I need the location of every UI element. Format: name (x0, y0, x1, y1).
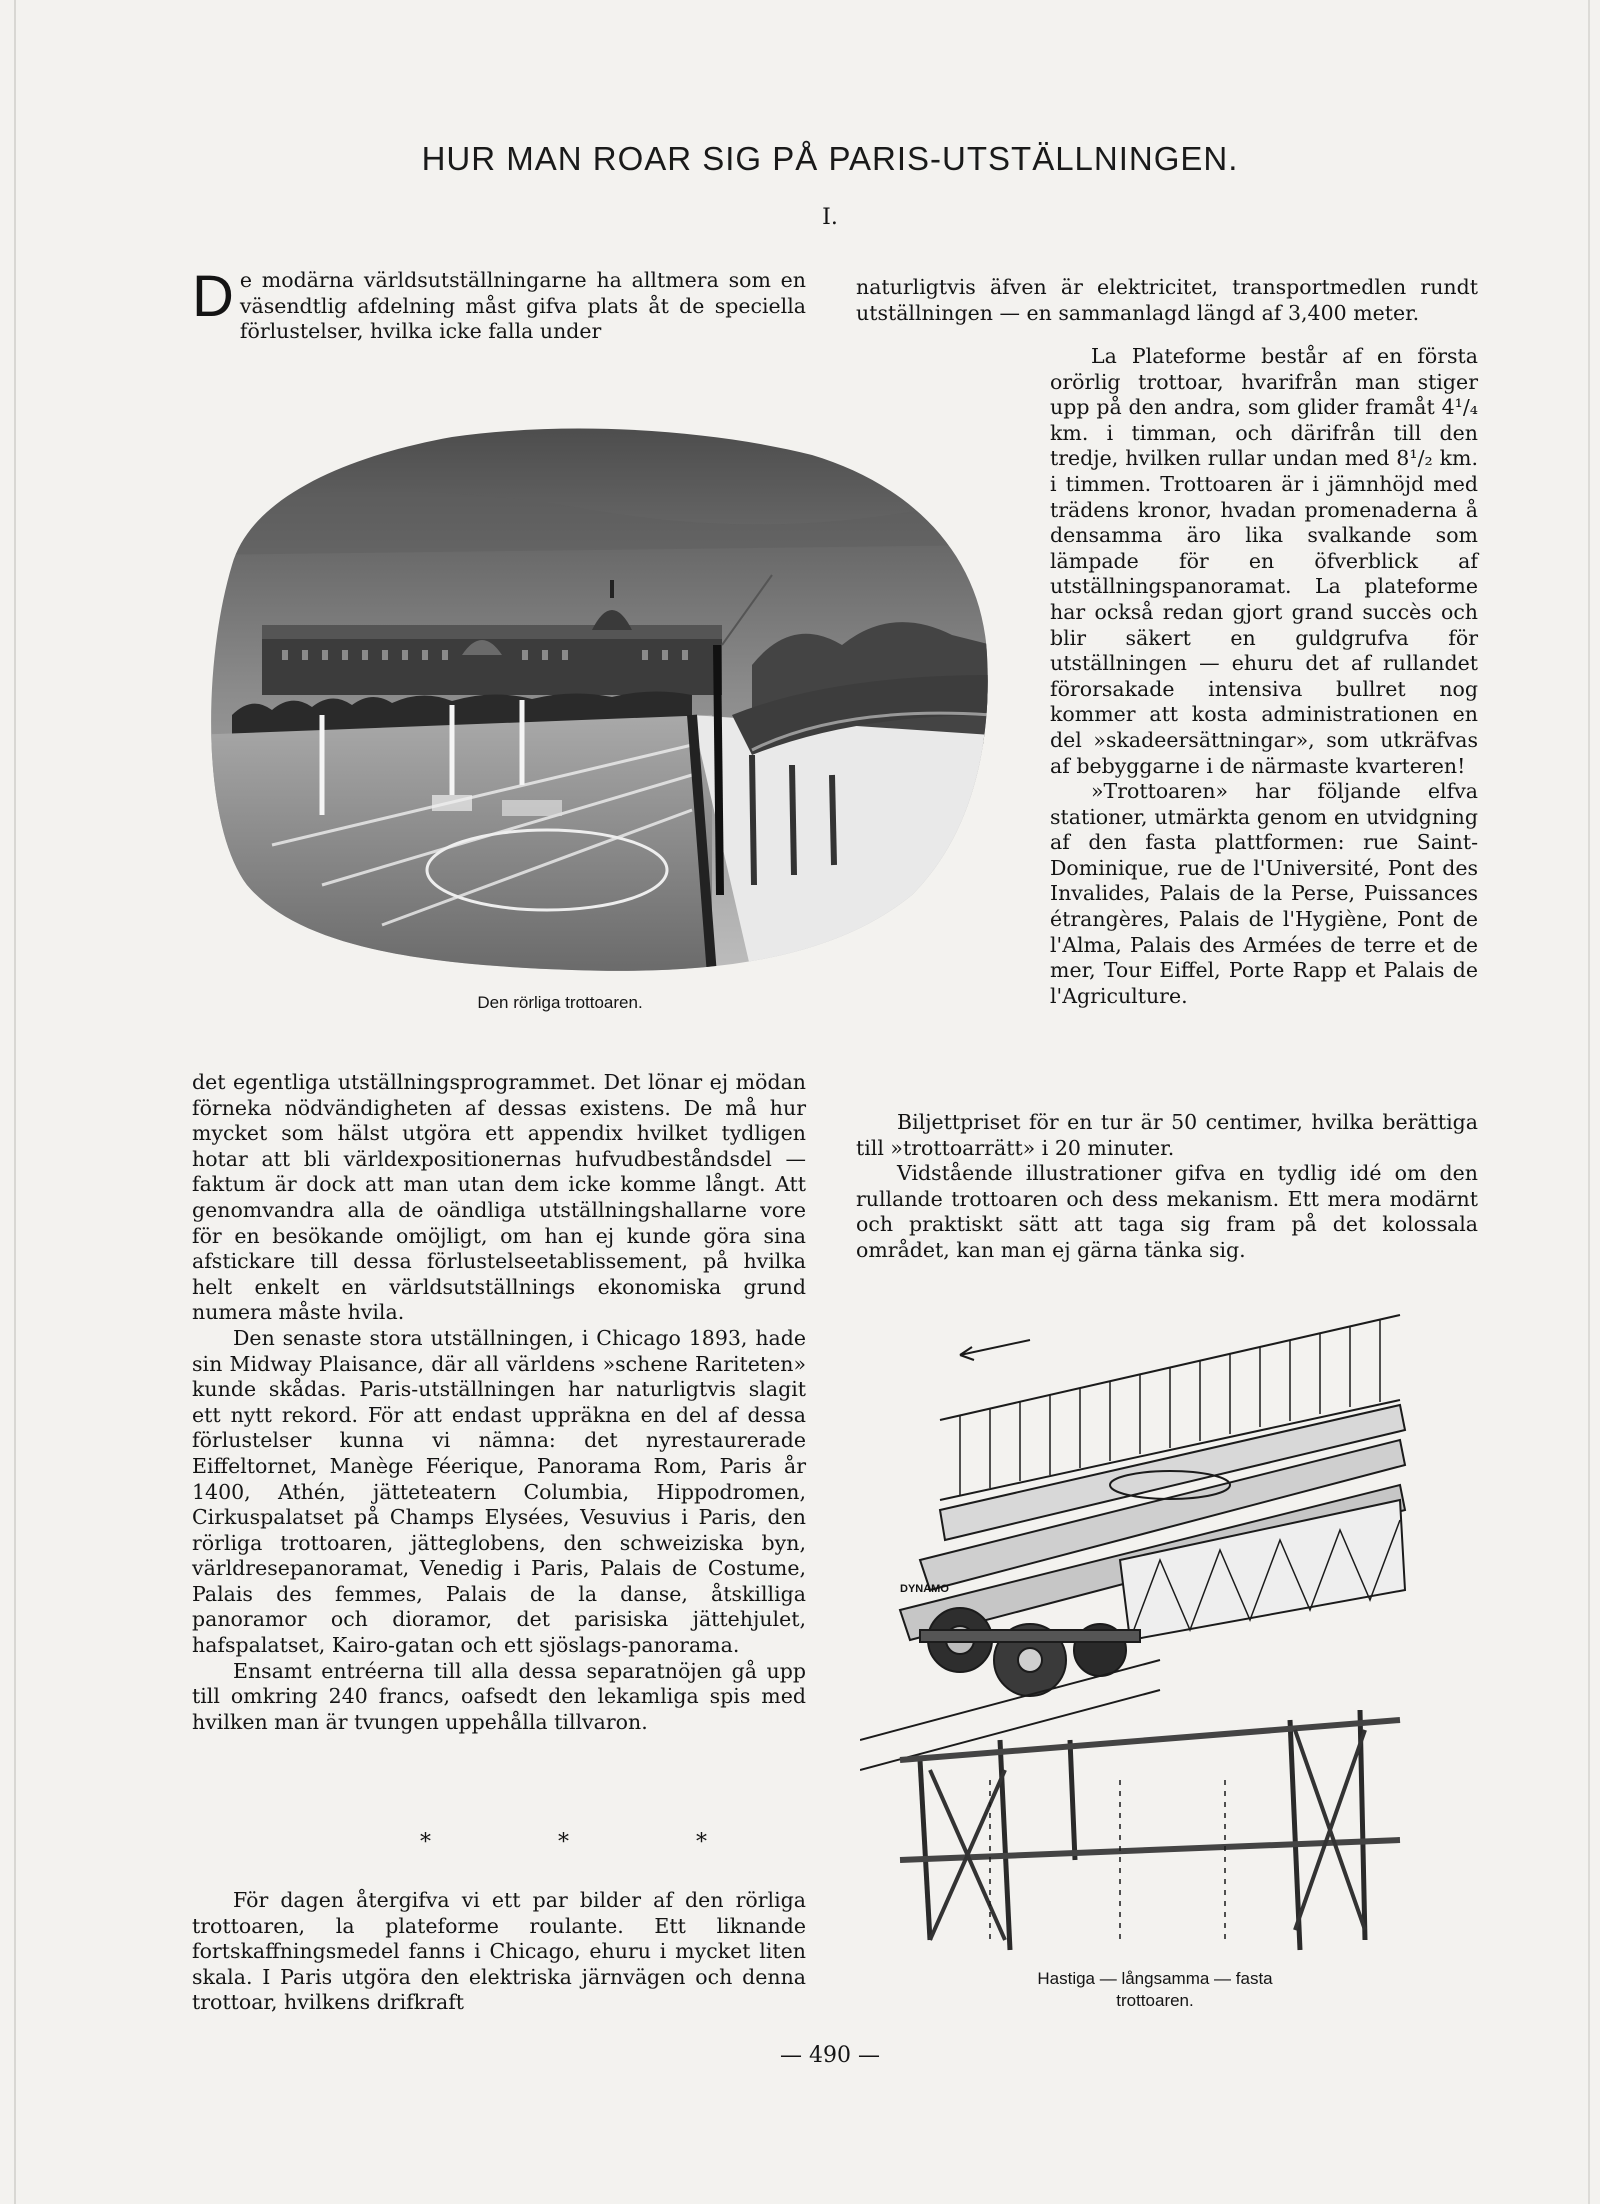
paragraph: naturligtvis äfven är elektricitet, transportmedlen rundt utställningen — en sammanlagd längd af 3,400 meter. (856, 275, 1478, 325)
intro-text: e modärna världsutställningarne ha alltmera som en väsendtlig afdelning måst gifva plats åt de speciella förlustelser, hvilka icke falla under (239, 268, 806, 344)
section-divider-stars: * * * (420, 1830, 767, 1855)
right-column-top (856, 275, 1478, 326)
sidewalk-mechanism-drawing (860, 1300, 1420, 1960)
figure2-caption-line1: Hastiga — långsamma — fasta (1037, 1969, 1273, 1988)
paragraph: La Plateforme består af en första orörlig trottoar, hvarifrån man stiger upp på den andra, som glider framåt 4¹/₄ km. i timman, och därifrån till den tredje, hvilken rullar undan med 8¹/₂ km. i timmen. Trottoaren är i jämnhöjd med trädens kronor, hvadan promenaderna å densamma äro lika svalkande som lämpade för en öfverblick af utställningspanoramat. La plateforme har också redan gjort grand succès och blir säkert en guldgrufva för utställningen — ehuru det af rullandet förorsakade intensiva bullret nog kommer att kosta administrationen en del »skadeersättningar», som utkräfvas af bebyggarne i de närmaste kvarteren! (1050, 344, 1478, 778)
left-column-intro (192, 264, 806, 345)
left-column-body (192, 1070, 806, 1735)
article-title: HUR MAN ROAR SIG PÅ PARIS-UTSTÄLLNINGEN. (421, 140, 1239, 177)
paragraph: »Trottoaren» har följande elfva stationer, utmärkta genom en utvidgning af den fasta plattformen: rue Saint-Dominique, rue de l'Université, Pont des Invalides, Palais de la Perse, Puissances étrangères, Palais de l'Hygiène, Pont de l'Alma, Palais des Armées de terre et de mer, Tour Eiffel, Porte Rapp et Palais de l'Agriculture. (1050, 779, 1478, 1008)
right-column-bottom (856, 1110, 1478, 1264)
figure2-caption-line2: trottoaren. (1116, 1991, 1194, 2010)
left-column-end (192, 1888, 806, 2016)
paragraph: För dagen återgifva vi ett par bilder af den rörliga trottoaren, la plateforme roulante. Ett liknande fortskaffningsmedel fanns i Chicago, ehuru i mycket liten skala. I Paris utgöra den elektriska järnvägen och denna trottoar, hvilkens drifkraft (192, 1888, 806, 2015)
paragraph: det egentliga utställningsprogrammet. Det lönar ej mödan förneka nödvändigheten af dessas existens. De må hur mycket som hälst utgöra ett appendix hvilket tydligen hotar att bli världexpositionernas hufvudbeståndsdel — faktum är dock att man utan dem icke komme långt. Att genomvandra alla de oändliga utställningshallarne vore för en besökande omöjligt, om han ej kunde göra sina afstickare till dessa förlustelseetablissement, på hvilka helt enkelt en världsutställnings ekonomiska grund numera måste hvila. (192, 1070, 806, 1325)
part-number: I. (822, 205, 838, 230)
page-edge-left (14, 0, 16, 2204)
paragraph: Vidstående illustrationer gifva en tydlig idé om den rullande trottoaren och dess mekanism. Ett mera modärnt och praktiskt sätt att taga sig fram på det kolossala området, kan man ej gärna tänka sig. (856, 1161, 1478, 1262)
figure2-caption (940, 1968, 1370, 2012)
dynamo-label: DYNAMO (900, 1583, 949, 1595)
paragraph: Ensamt entréerna till alla dessa separatnöjen gå upp till omkring 240 francs, oafsedt den lekamliga spis med hvilken man är tvungen uppehålla tillvaron. (192, 1658, 806, 1734)
drop-cap: D (192, 264, 234, 329)
paragraph: Den senaste stora utställningen, i Chicago 1893, hade sin Midway Plaisance, där all världens »schene Rariteten» kunde skådas. Paris-utställningen har naturligtvis slagit ett nytt rekord. För att endast uppräkna en del af dessa förlustelser kunna vi nämna: det nyrestaurerade Eiffeltornet, Manège Féerique, Panorama Rom, Paris år 1400, Athén, jätteteatern Columbia, Hippodromen, Cirkuspalatset på Champs Elysées, Vesuvius i Paris, den rörliga trottoaren, jätteglobens, den schweiziska byn, världresepanoramat, Venedig i Paris, Palais de Costume, Palais des femmes, Palais de la danse, åtskilliga panoramor och dioramor, det parisiska jättehjulet, hafspalatset, Kairo-gatan och ett sjöslags-panorama. (192, 1325, 806, 1658)
right-column-narrow (1050, 344, 1478, 1009)
paragraph: Biljettpriset för en tur är 50 centimer, hvilka berättiga till »trottoarrätt» i 20 minuter. (856, 1110, 1478, 1160)
page-edge-right (1588, 0, 1590, 2204)
figure1-caption: Den rörliga trottoaren. (477, 993, 643, 1012)
moving-sidewalk-photo (192, 415, 992, 975)
page-number: — 490 — (780, 2043, 880, 2068)
